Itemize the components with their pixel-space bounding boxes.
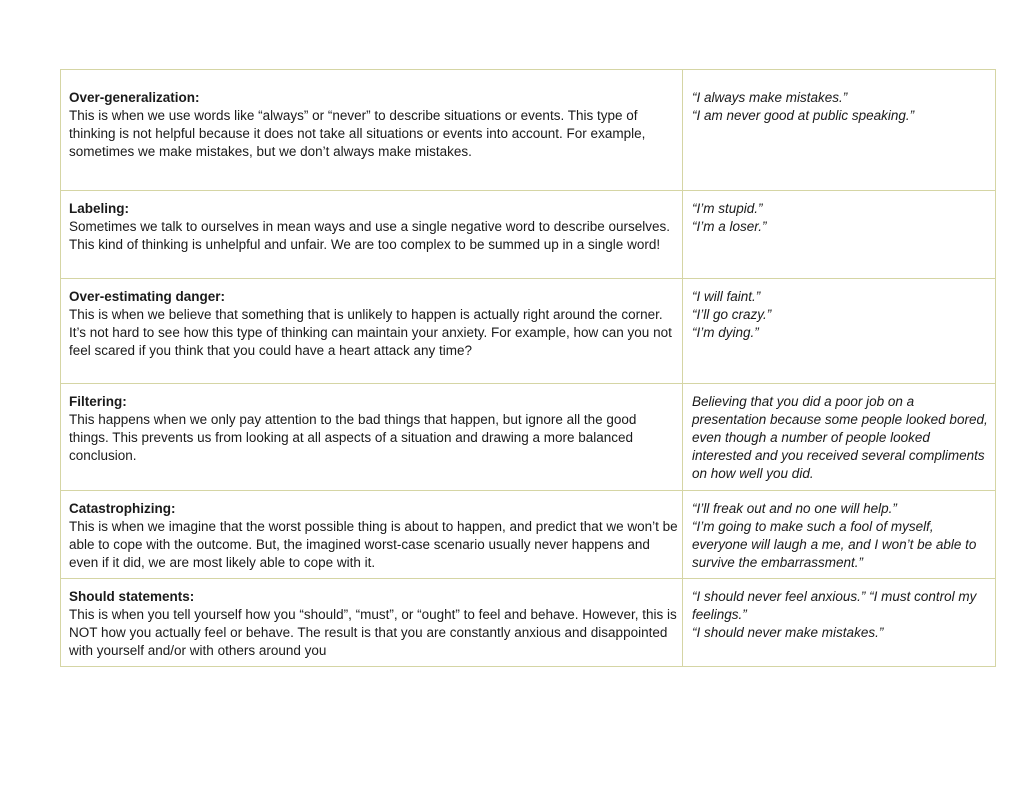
table-row [61, 191, 996, 279]
distortion-term: Catastrophizing: [69, 501, 176, 516]
example-quote: “I’m a loser.” [692, 219, 767, 234]
distortion-cell [61, 491, 683, 579]
distortion-cell [61, 70, 683, 191]
example-quote: “I’ll go crazy.” [692, 307, 772, 322]
table-row [61, 491, 996, 579]
distortion-cell [61, 279, 683, 384]
distortion-cell [61, 191, 683, 279]
example-quote: “I’ll freak out and no one will help.” [692, 501, 897, 516]
examples-cell [683, 491, 996, 579]
distortion-description: This is when we imagine that the worst possible thing is about to happen, and predict that we won’t be able to cope with the outcome. But, the imagined worst-case scenario usually never happens and even if it did, we are most likely able to cope with it. [69, 519, 678, 570]
examples-cell [683, 579, 996, 667]
distortion-term: Should statements: [69, 589, 195, 604]
example-quote: “I am never good at public speaking.” [692, 108, 915, 123]
table-row [61, 70, 996, 191]
example-quote: “I should never make mistakes.” [692, 625, 884, 640]
distortion-term: Over-generalization: [69, 90, 200, 105]
example-quote: “I will faint.” [692, 289, 761, 304]
table-row [61, 384, 996, 491]
example-description: Believing that you did a poor job on a presentation because some people looked bored, even though a number of people looked interested and you received several compliments on how well you did. [692, 394, 988, 481]
distortion-description: Sometimes we talk to ourselves in mean ways and use a single negative word to describe ourselves. This kind of thinking is unhelpful and unfair. We are too complex to be summed up in a single word! [69, 219, 671, 252]
distortion-cell [61, 384, 683, 491]
distortion-cell [61, 579, 683, 667]
distortion-description: This is when we believe that something that is unlikely to happen is actually right around the corner. It’s not hard to see how this type of thinking can maintain your anxiety. For example, how can you not feel scared if you think that you could have a heart attack any time? [69, 307, 672, 358]
example-quote: “I always make mistakes.” [692, 90, 848, 105]
distortion-description: This is when we use words like “always” or “never” to describe situations or events. This type of thinking is not helpful because it does not take all situations or events into account. For example, sometimes we make mistakes, but we don’t always make mistakes. [69, 108, 646, 159]
distortion-description: This happens when we only pay attention to the bad things that happen, but ignore all the good things. This prevents us from looking at all aspects of a situation and drawing a more balanced conclusion. [69, 412, 637, 463]
distortion-description: This is when you tell yourself how you “should”, “must”, or “ought” to feel and behave. However, this is NOT how you actually feel or behave. The result is that you are constantly anxious and disappointed with yourself and/or with others around you [69, 607, 677, 658]
examples-cell [683, 191, 996, 279]
table-row [61, 579, 996, 667]
example-quote: “I should never feel anxious.” “I must control my feelings.” [692, 589, 977, 622]
example-quote: “I’m dying.” [692, 325, 759, 340]
cognitive-distortions-table [60, 69, 996, 667]
distortion-term: Over-estimating danger: [69, 289, 226, 304]
table-row [61, 279, 996, 384]
distortion-term: Labeling: [69, 201, 129, 216]
example-quote: “I’m stupid.” [692, 201, 763, 216]
example-quote: “I’m going to make such a fool of myself, everyone will laugh a me, and I won’t be able to survive the embarrassment.” [692, 519, 977, 570]
distortion-term: Filtering: [69, 394, 127, 409]
examples-cell [683, 70, 996, 191]
examples-cell [683, 384, 996, 491]
examples-cell [683, 279, 996, 384]
